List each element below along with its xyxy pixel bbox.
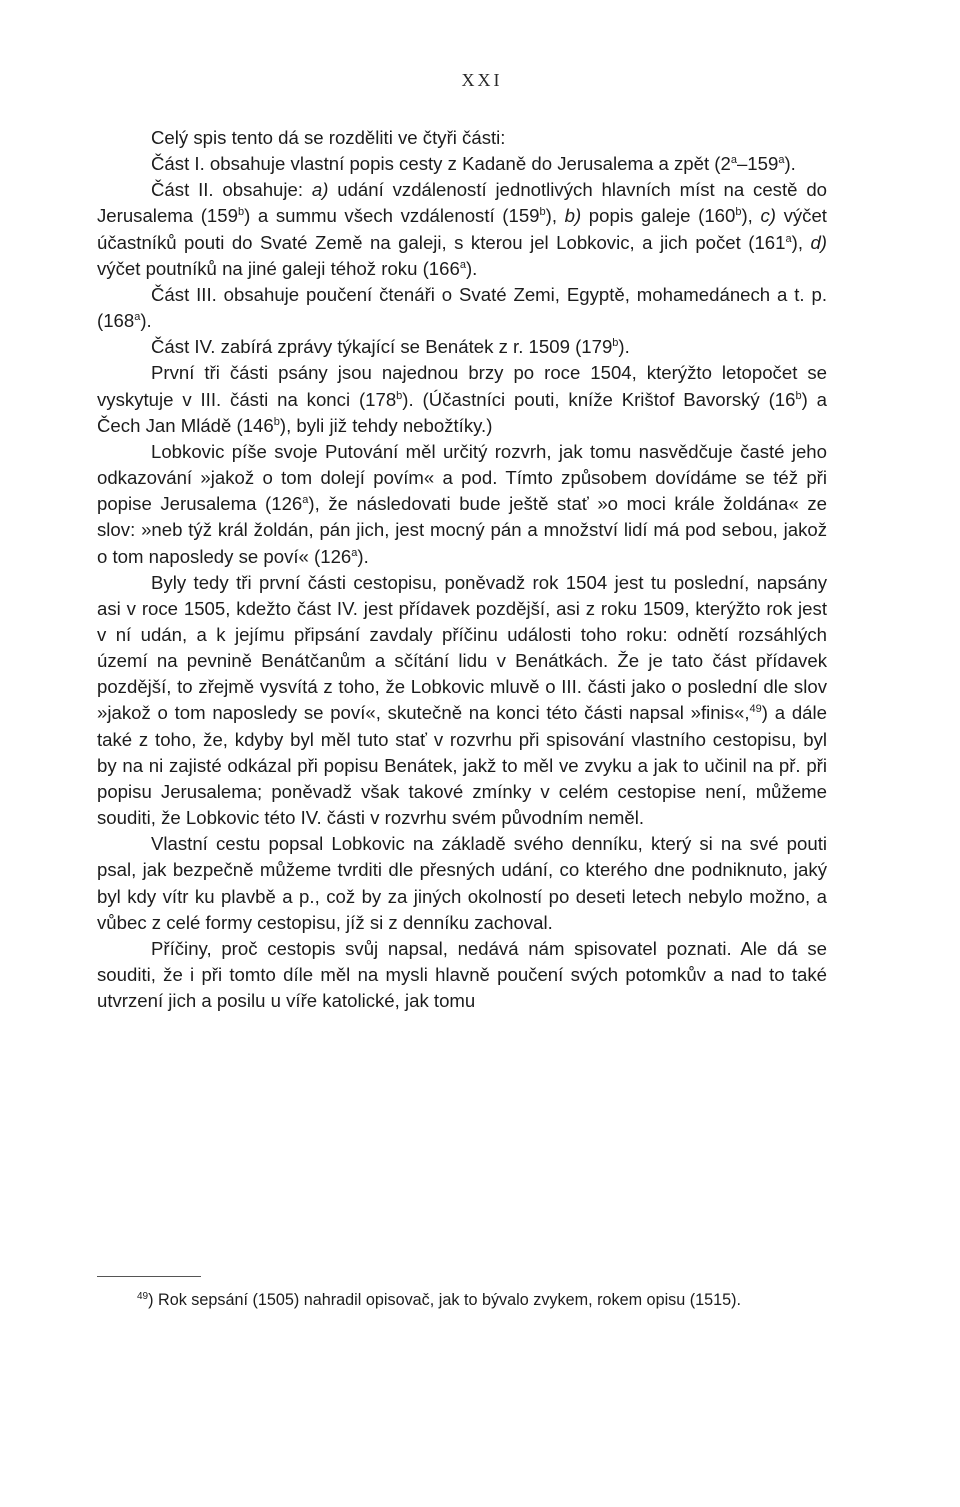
footnote-mark: 49 <box>137 1291 149 1302</box>
paragraph-diary: Vlastní cestu popsal Lobkovic na základě svého denníku, který si na své pouti psal, jak bezpečně můžeme tvrditi dle přesných udání, co kterého dne podniknuto, jaký byl kdy vítr ku plavbě a p., což by za jiných okolností po deseti letech nebylo možno, a vůbec z celé formy cestopisu, jíž si z denníku zachoval. <box>97 833 827 933</box>
paragraph-part-4: Část IV. zabírá zprávy týkající se Benátek z r. 1509 (179$^b$). <box>151 336 630 358</box>
paragraph-dating: První tři části psány jsou najednou brzy po roce 1504, kterýžto letopočet se vyskytuje v III. části na konci (178$^b$). (Účastníci pouti, kníže Krištof Bavorský (16$^b$) a Čech Jan Mládě (146$^b$), byli již tehdy nebožtíky.) <box>97 362 827 436</box>
footnote <box>97 1288 827 1312</box>
paragraph-part-1: Část I. obsahuje vlastní popis cesty z Kadaně do Jerusalema a zpět (2$^a$–159$^a$). <box>151 153 796 175</box>
footnote-divider <box>97 1276 201 1277</box>
footnote-reference: 49 <box>749 703 762 716</box>
paragraph-composition: Byly tedy tři první části cestopisu, poněvadž rok 1504 jest tu poslední, napsány asi v roce 1505, kdežto část IV. jest přídavek pozdější, asi z roku 1509, kterýžto rok jest v ní udán, a k jejímu připsání zavdaly příčinu události toho roku: odnětí rozsáhlých území na pevnině Benátčanům a sčítání lidu v Benátkách. Že je tato část přídavek pozdější, to zřejmě vysvítá z toho, že Lobkovic mluvě o III. části jako o poslední dle slov »jakož o tom naposledy se poví«, skutečně na konci této části napsal »finis«,$^{49}$) a dále také z toho, že, kdyby byl měl tuto stať v rozvrhu při spisování vlastního cestopisu, byl by na ni zajisté odkázal při popisu Benátek, jakž to měl ve zvyku a jak to učinil na př. při popisu Jerusalema; poněvadž však takové zmínky v celém cestopise není, můžeme souditi, že Lobkovic této IV. části v rozvrhu svém původním neměl. <box>97 571 827 829</box>
footnote-text: ) Rok sepsání (1505) nahradil opisovač, jak to bývalo zvykem, rokem opisu (1515). <box>148 1291 742 1309</box>
paragraph-part-3: Část III. obsahuje poučení čtenáři o Svaté Zemi, Egyptě, mohamedánech a t. p. (168$^a$). <box>97 283 827 332</box>
paragraph-part-2: Část II. obsahuje: a) udání vzdáleností jednotlivých hlavních míst na cestě do Jerusalema (159$^b$) a summu všech vzdáleností (159$^b$), b) popis galeje (160$^b$), c) výčet účastníků pouti do Svaté Země na galeji, s kterou jel Lobkovic, a jich počet (161$^a$), d) výčet poutníků na jiné galeji téhož roku (166$^a$). <box>97 179 827 279</box>
paragraph-motives: Příčiny, proč cestopis svůj napsal, nedává nám spisovatel poznati. Ale dá se souditi, že i při tomto díle měl na mysli hlavně poučení svých potomkův a nad to také utvrzení jich a posilu u víře katolické, jak tomu <box>97 937 827 1012</box>
main-text <box>97 125 827 1014</box>
page-number: XXI <box>461 70 503 90</box>
paragraph-plan: Lobkovic píše svoje Putování měl určitý rozvrh, jak tomu nasvědčuje časté jeho odkazování »jakož o tom dolejí povím« a pod. Tímto způsobem dovídáme se též při popise Jerusalema (126$^a$), že následovati bude ještě stať »o moci krále žoldána« ze slov: »neb týž král žoldán, pán jich, jest mocný pán a množství lidí má pod sebou, jakož o tom naposledy se poví« (126$^a$). <box>97 440 827 567</box>
paragraph-1: Celý spis tento dá se rozděliti ve čtyři části: <box>151 127 506 148</box>
